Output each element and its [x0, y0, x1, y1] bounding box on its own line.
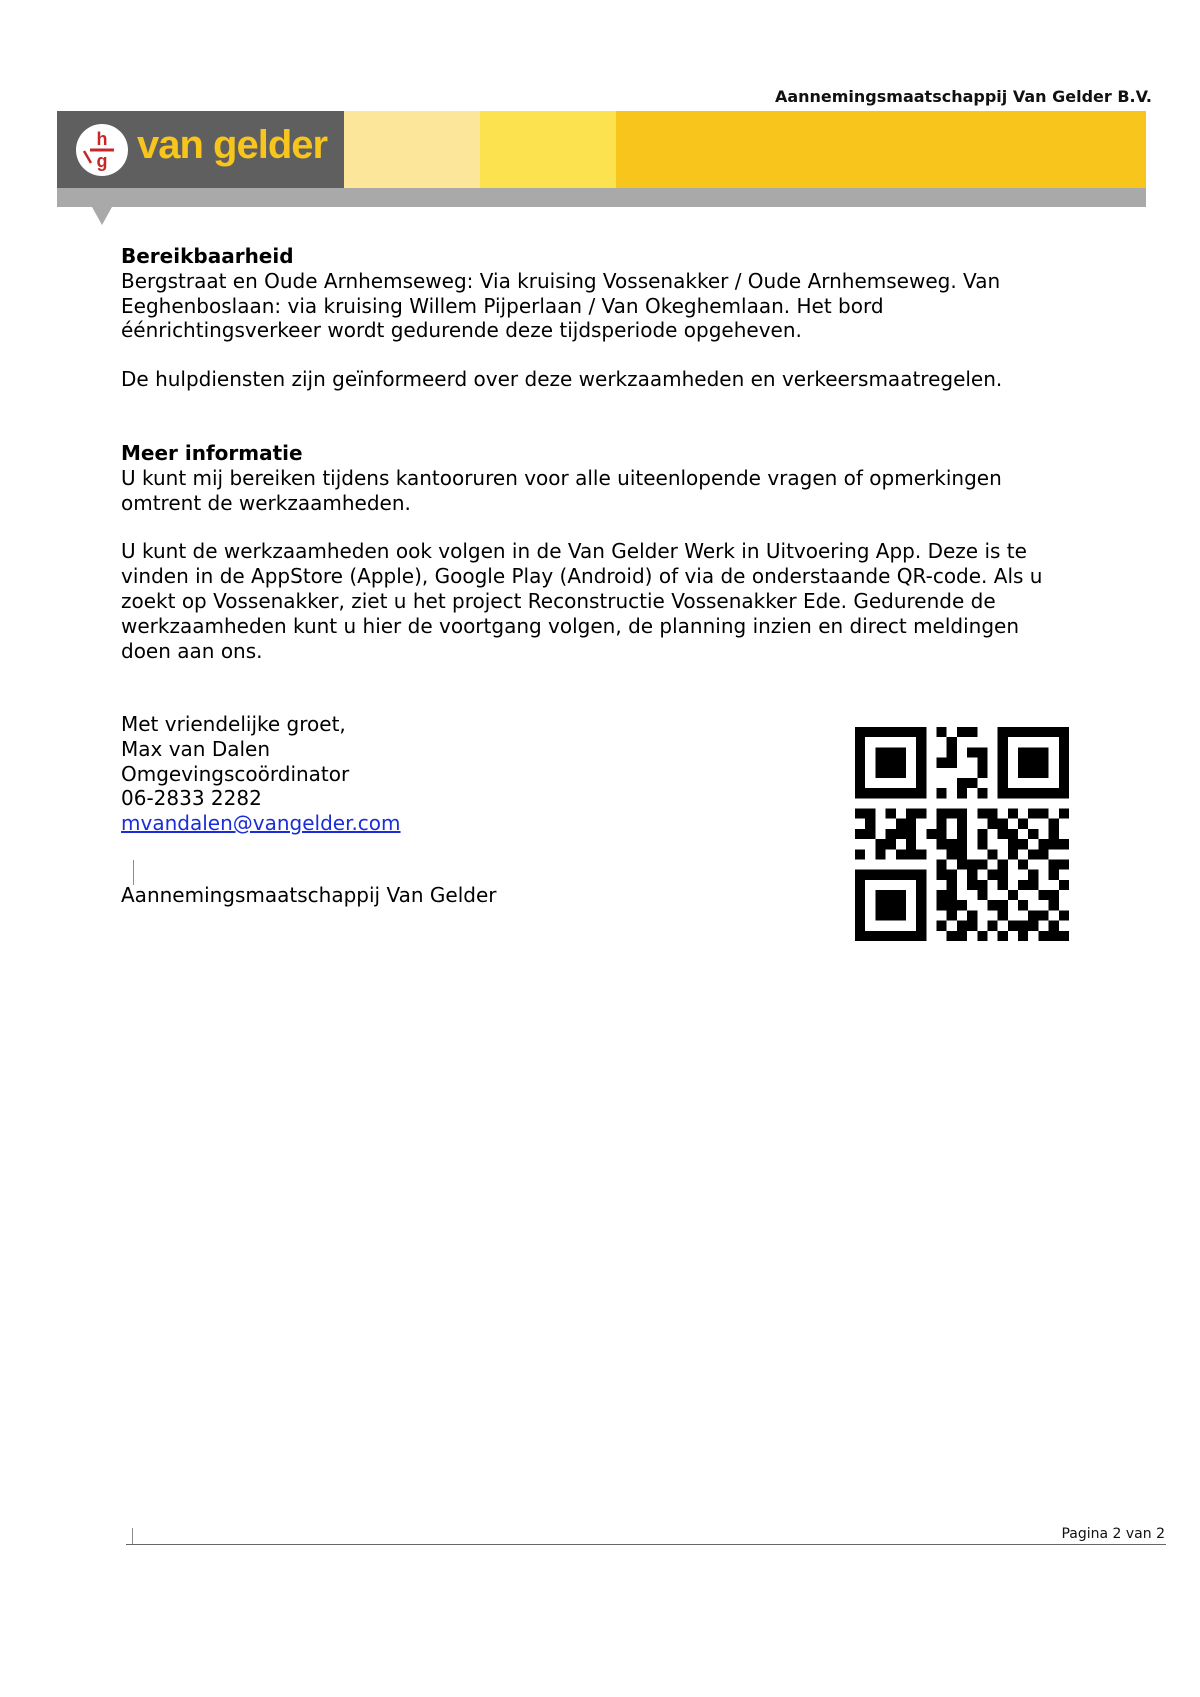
more-info-paragraph-1: U kunt mij bereiken tijdens kantooruren voor alle uiteenlopende vragen of opmerkingen omtrent de werkzaamheden. — [121, 465, 1002, 515]
more-info-paragraph-2: U kunt de werkzaamheden ook volgen in de Van Gelder Werk in Uitvoering App. Deze is te vinden in de AppStore (Apple), Google Play (Android) of via de onderstaande QR-code. Als u zoekt op Vossenakker, ziet u het project Reconstructie Vossenakker Ede. Gedurende de werkzaamheden kunt u hier de voortgang volgen, de planning inzien en direct meldingen doen aan ons. — [121, 539, 1043, 663]
banner-stripe-light — [344, 111, 480, 188]
svg-text:h: h — [96, 129, 108, 149]
company-name-top: Aannemingsmaatschappij Van Gelder B.V. — [774, 87, 1152, 106]
signature-block — [121, 712, 401, 836]
signature-company: Aannemingsmaatschappij Van Gelder — [121, 883, 497, 907]
signature-name: Max van Dalen — [121, 736, 271, 761]
section-title-reachability: Bereikbaarheid — [121, 244, 294, 268]
van-gelder-logo-icon — [75, 123, 129, 177]
signature-role: Omgevingscoördinator — [121, 761, 350, 786]
reachability-paragraph-1: Bergstraat en Oude Arnhemseweg: Via kruising Vossenakker / Oude Arnhemseweg. Van Eeghenboslaan: via kruising Willem Pijperlaan / Van Okeghemlaan. Het bord éénrichtingsverkeer wordt gedurende deze tijdsperiode opgeheven. — [121, 268, 1001, 343]
text-cursor-mark — [133, 860, 134, 885]
qr-code-icon — [855, 727, 1069, 941]
signature-email-link[interactable]: mvandalen@vangelder.com — [121, 811, 401, 836]
logo-text: van gelder — [137, 123, 328, 167]
logo-box — [57, 111, 344, 188]
banner-stripe-mid — [480, 111, 616, 188]
section-title-more-info: Meer informatie — [121, 440, 303, 465]
footer-divider — [126, 1544, 1166, 1545]
banner-pointer — [92, 207, 112, 225]
header-banner — [57, 111, 1146, 188]
svg-text:g: g — [96, 151, 108, 171]
signature-greeting: Met vriendelijke groet, — [121, 712, 346, 736]
signature-phone: 06-2833 2282 — [121, 786, 262, 811]
banner-stripe-dark — [616, 111, 1146, 188]
banner-bottom-bar — [57, 188, 1146, 207]
reachability-paragraph-2: De hulpdiensten zijn geïnformeerd over deze werkzaamheden en verkeersmaatregelen. — [121, 367, 1003, 392]
footer-cursor-mark — [132, 1528, 133, 1544]
document-content — [121, 244, 1051, 663]
page-number: Pagina 2 van 2 — [1061, 1526, 1165, 1542]
